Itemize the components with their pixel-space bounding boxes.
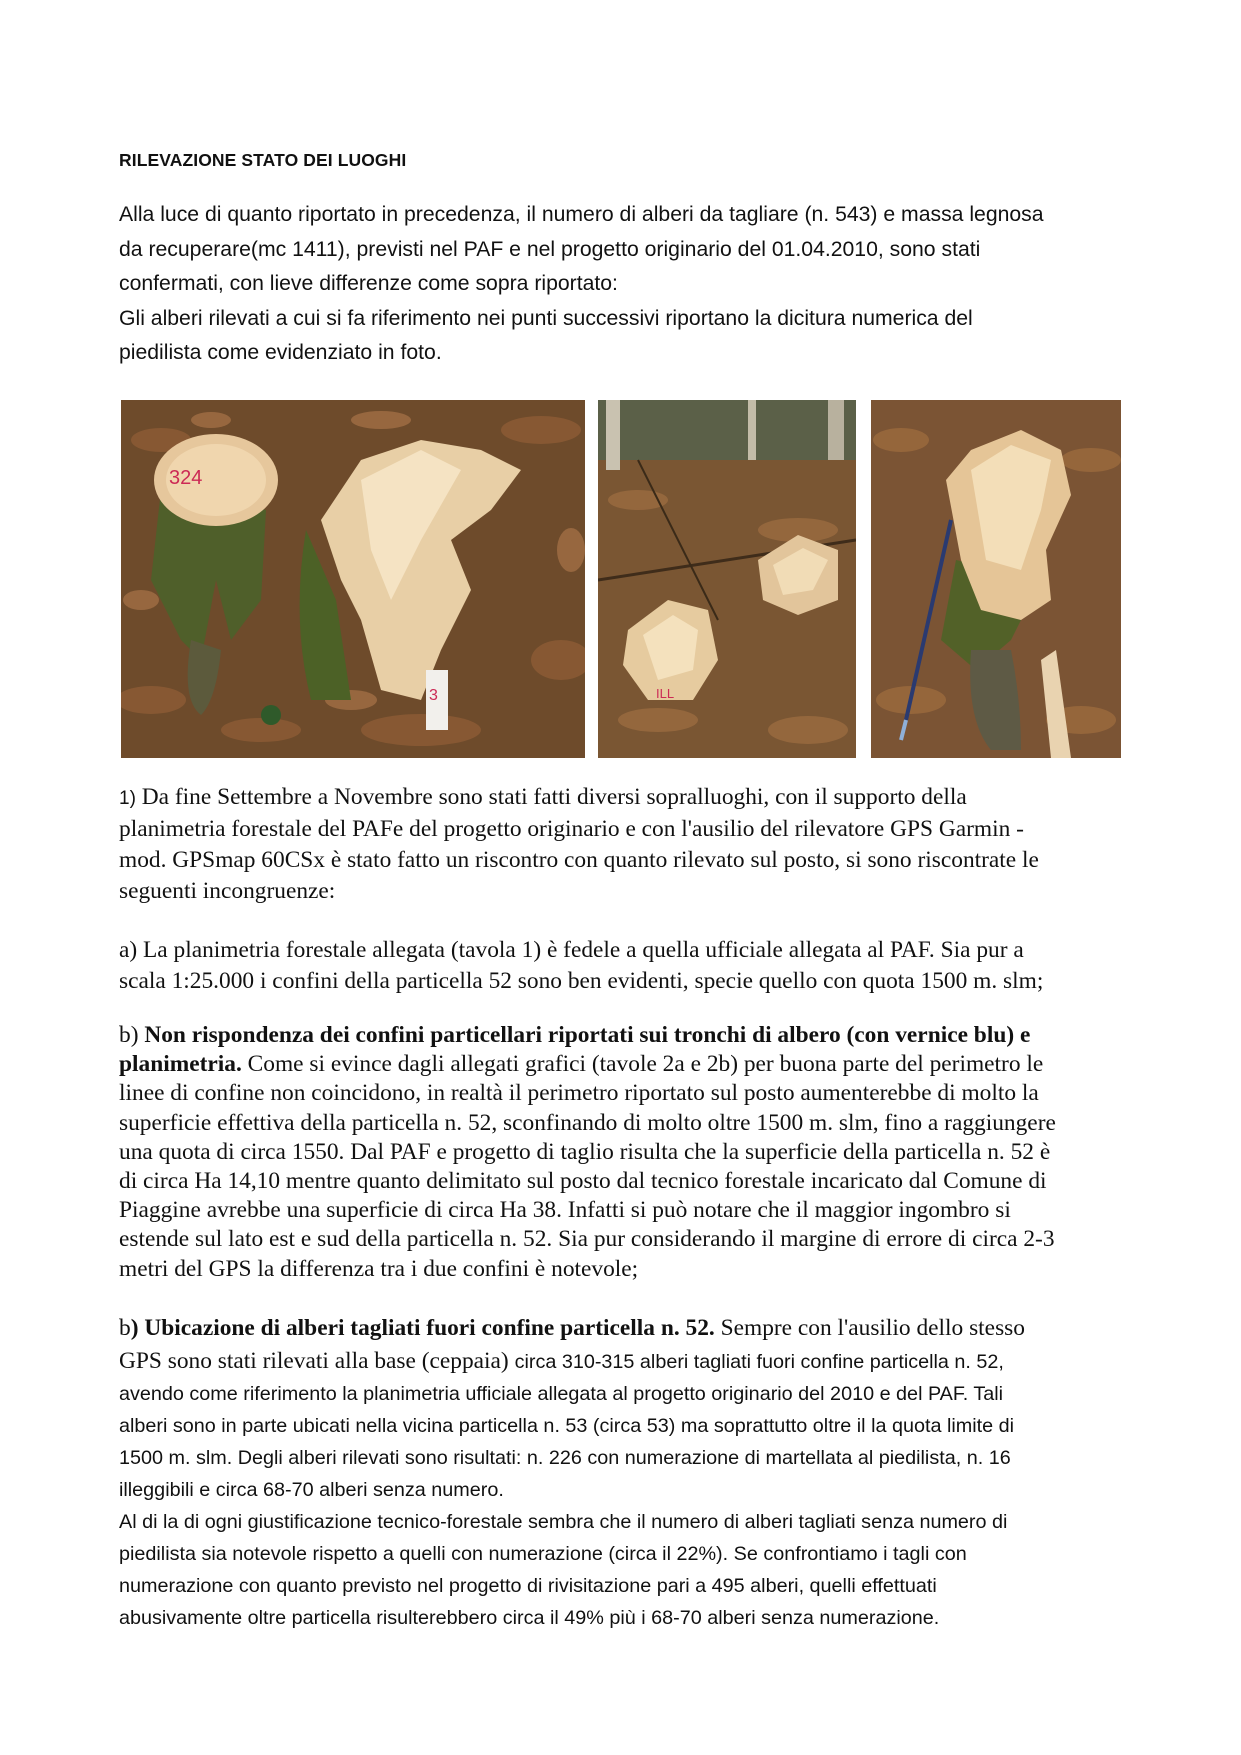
section-heading: RILEVAZIONE STATO DEI LUOGHI	[119, 150, 407, 170]
paragraph-line: planimetria. Come si evince dagli allegati grafici (tavole 2a e 2b) per buona parte del perimetro le	[119, 1051, 1044, 1078]
paragraph-line: illeggibili e circa 68-70 alberi senza numero.	[119, 1479, 504, 1501]
paragraph-line: superficie effettiva della particella n. 52, sconfinando di molto oltre 1500 m. slm, fino a raggiungere	[119, 1109, 1056, 1136]
paragraph-line: GPS sono stati rilevati alla base (ceppaia) circa 310-315 alberi tagliati fuori confine particella n. 52,	[119, 1348, 1004, 1374]
bold-heading: ) Ubicazione di alberi tagliati fuori confine particella n. 52.	[130, 1315, 715, 1341]
intro-line: confermati, con lieve differenze come sopra riportato:	[119, 272, 618, 295]
paragraph-1	[119, 782, 1129, 907]
paragraph-line: b) Ubicazione di alberi tagliati fuori confine particella n. 52. Sempre con l'ausilio dello stesso	[119, 1315, 1025, 1341]
paragraph-line: alberi sono in parte ubicati nella vicina particella n. 53 (circa 53) ma soprattutto oltre il la quota limite di	[119, 1415, 1015, 1437]
paragraph-line: scala 1:25.000 i confini della particella 52 sono ben evidenti, specie quello con quota 1500 m. slm;	[119, 968, 1044, 994]
intro-line: da recuperare(mc 1411), previsti nel PAF e nel progetto originario del 01.04.2010, sono stati	[119, 237, 981, 261]
bold-heading: Non rispondenza dei confini particellari riportati sui tronchi di albero (con vernice blu) e	[144, 1022, 1031, 1048]
intro-paragraph	[119, 198, 1129, 371]
stump-side-label: 3	[429, 687, 438, 704]
paragraph-line: seguenti incongruenze:	[119, 878, 336, 904]
paragraph-line: metri del GPS la differenza tra i due confini è notevole;	[119, 1255, 639, 1282]
paragraph-a	[119, 935, 1129, 997]
bold-heading: planimetria.	[119, 1051, 242, 1078]
intro-line: Alla luce di quanto riportato in precedenza, il numero di alberi da tagliare (n. 543) e massa legnosa	[119, 203, 1044, 226]
paragraph-line: estende sul lato est e sud della particella n. 52. Sia pur considerando il margine di errore di circa 2-3	[119, 1226, 1055, 1253]
list-number: 1)	[119, 788, 136, 809]
paragraph-line: mod. GPSmap 60CSx è stato fatto un riscontro con quanto rilevato sul posto, si sono riscontrate le	[119, 847, 1039, 873]
intro-line: piedilista come evidenziato in foto.	[119, 341, 442, 364]
paragraph-line: piedilista sia notevole rispetto a quelli con numerazione (circa il 22%). Se confrontiamo i tagli con	[119, 1543, 967, 1565]
paragraph-line: 1) Da fine Settembre a Novembre sono stati fatti diversi sopralluoghi, con il supporto della	[119, 784, 967, 810]
stump-photo-1	[121, 400, 585, 758]
intro-line: Gli alberi rilevati a cui si fa riferimento nei punti successivi riportano la dicitura numerica del	[119, 306, 973, 330]
paragraph-b-cut-trees	[119, 1313, 1129, 1634]
paragraph-line: 1500 m. slm. Degli alberi rilevati sono risultati: n. 226 con numerazione di martellata al piedilista, n. 16	[119, 1447, 1011, 1469]
paragraph-line: di circa Ha 14,10 mentre quanto delimitato sul posto dal tecnico forestale incaricato dal Comune di	[119, 1168, 1047, 1195]
paragraph-line: numerazione con quanto previsto nel progetto di rivisitazione pari a 495 alberi, quelli effettuati	[119, 1575, 937, 1597]
paragraph-line: abusivamente oltre particella risulterebbero circa il 49% più i 68-70 alberi senza numerazione.	[119, 1607, 940, 1629]
paragraph-b-boundaries	[119, 1021, 1129, 1284]
paragraph-line: a) La planimetria forestale allegata (tavola 1) è fedele a quella ufficiale allegata al PAF. Sia pur a	[119, 937, 1024, 963]
paragraph-line: planimetria forestale del PAFe del progetto originario e con l'ausilio del rilevatore GPS Garmin -	[119, 816, 1024, 842]
stump-photo-2	[598, 400, 856, 758]
stump-number-label: ILL	[656, 686, 675, 701]
stump-photo-3	[871, 400, 1121, 758]
paragraph-line: linee di confine non coincidono, in realtà il perimetro riportato sul posto aumenterebbe di molto la	[119, 1080, 1039, 1107]
paragraph-line: una quota di circa 1550. Dal PAF e progetto di taglio risulta che la superficie della particella n. 52 è	[119, 1138, 1051, 1165]
paragraph-line: avendo come riferimento la planimetria ufficiale allegata al progetto originario del 2010 e del PAF. Tali	[119, 1383, 1004, 1405]
paragraph-line: b) Non rispondenza dei confini particellari riportati sui tronchi di albero (con vernice blu) e	[119, 1022, 1031, 1048]
stump-number-label: 324	[169, 467, 203, 489]
paragraph-line: Al di la di ogni giustificazione tecnico-forestale sembra che il numero di alberi tagliati senza numero di	[119, 1511, 1008, 1533]
paragraph-line: Piaggine avrebbe una superficie di circa Ha 38. Infatti si può notare che il maggior ingombro si	[119, 1197, 1011, 1224]
